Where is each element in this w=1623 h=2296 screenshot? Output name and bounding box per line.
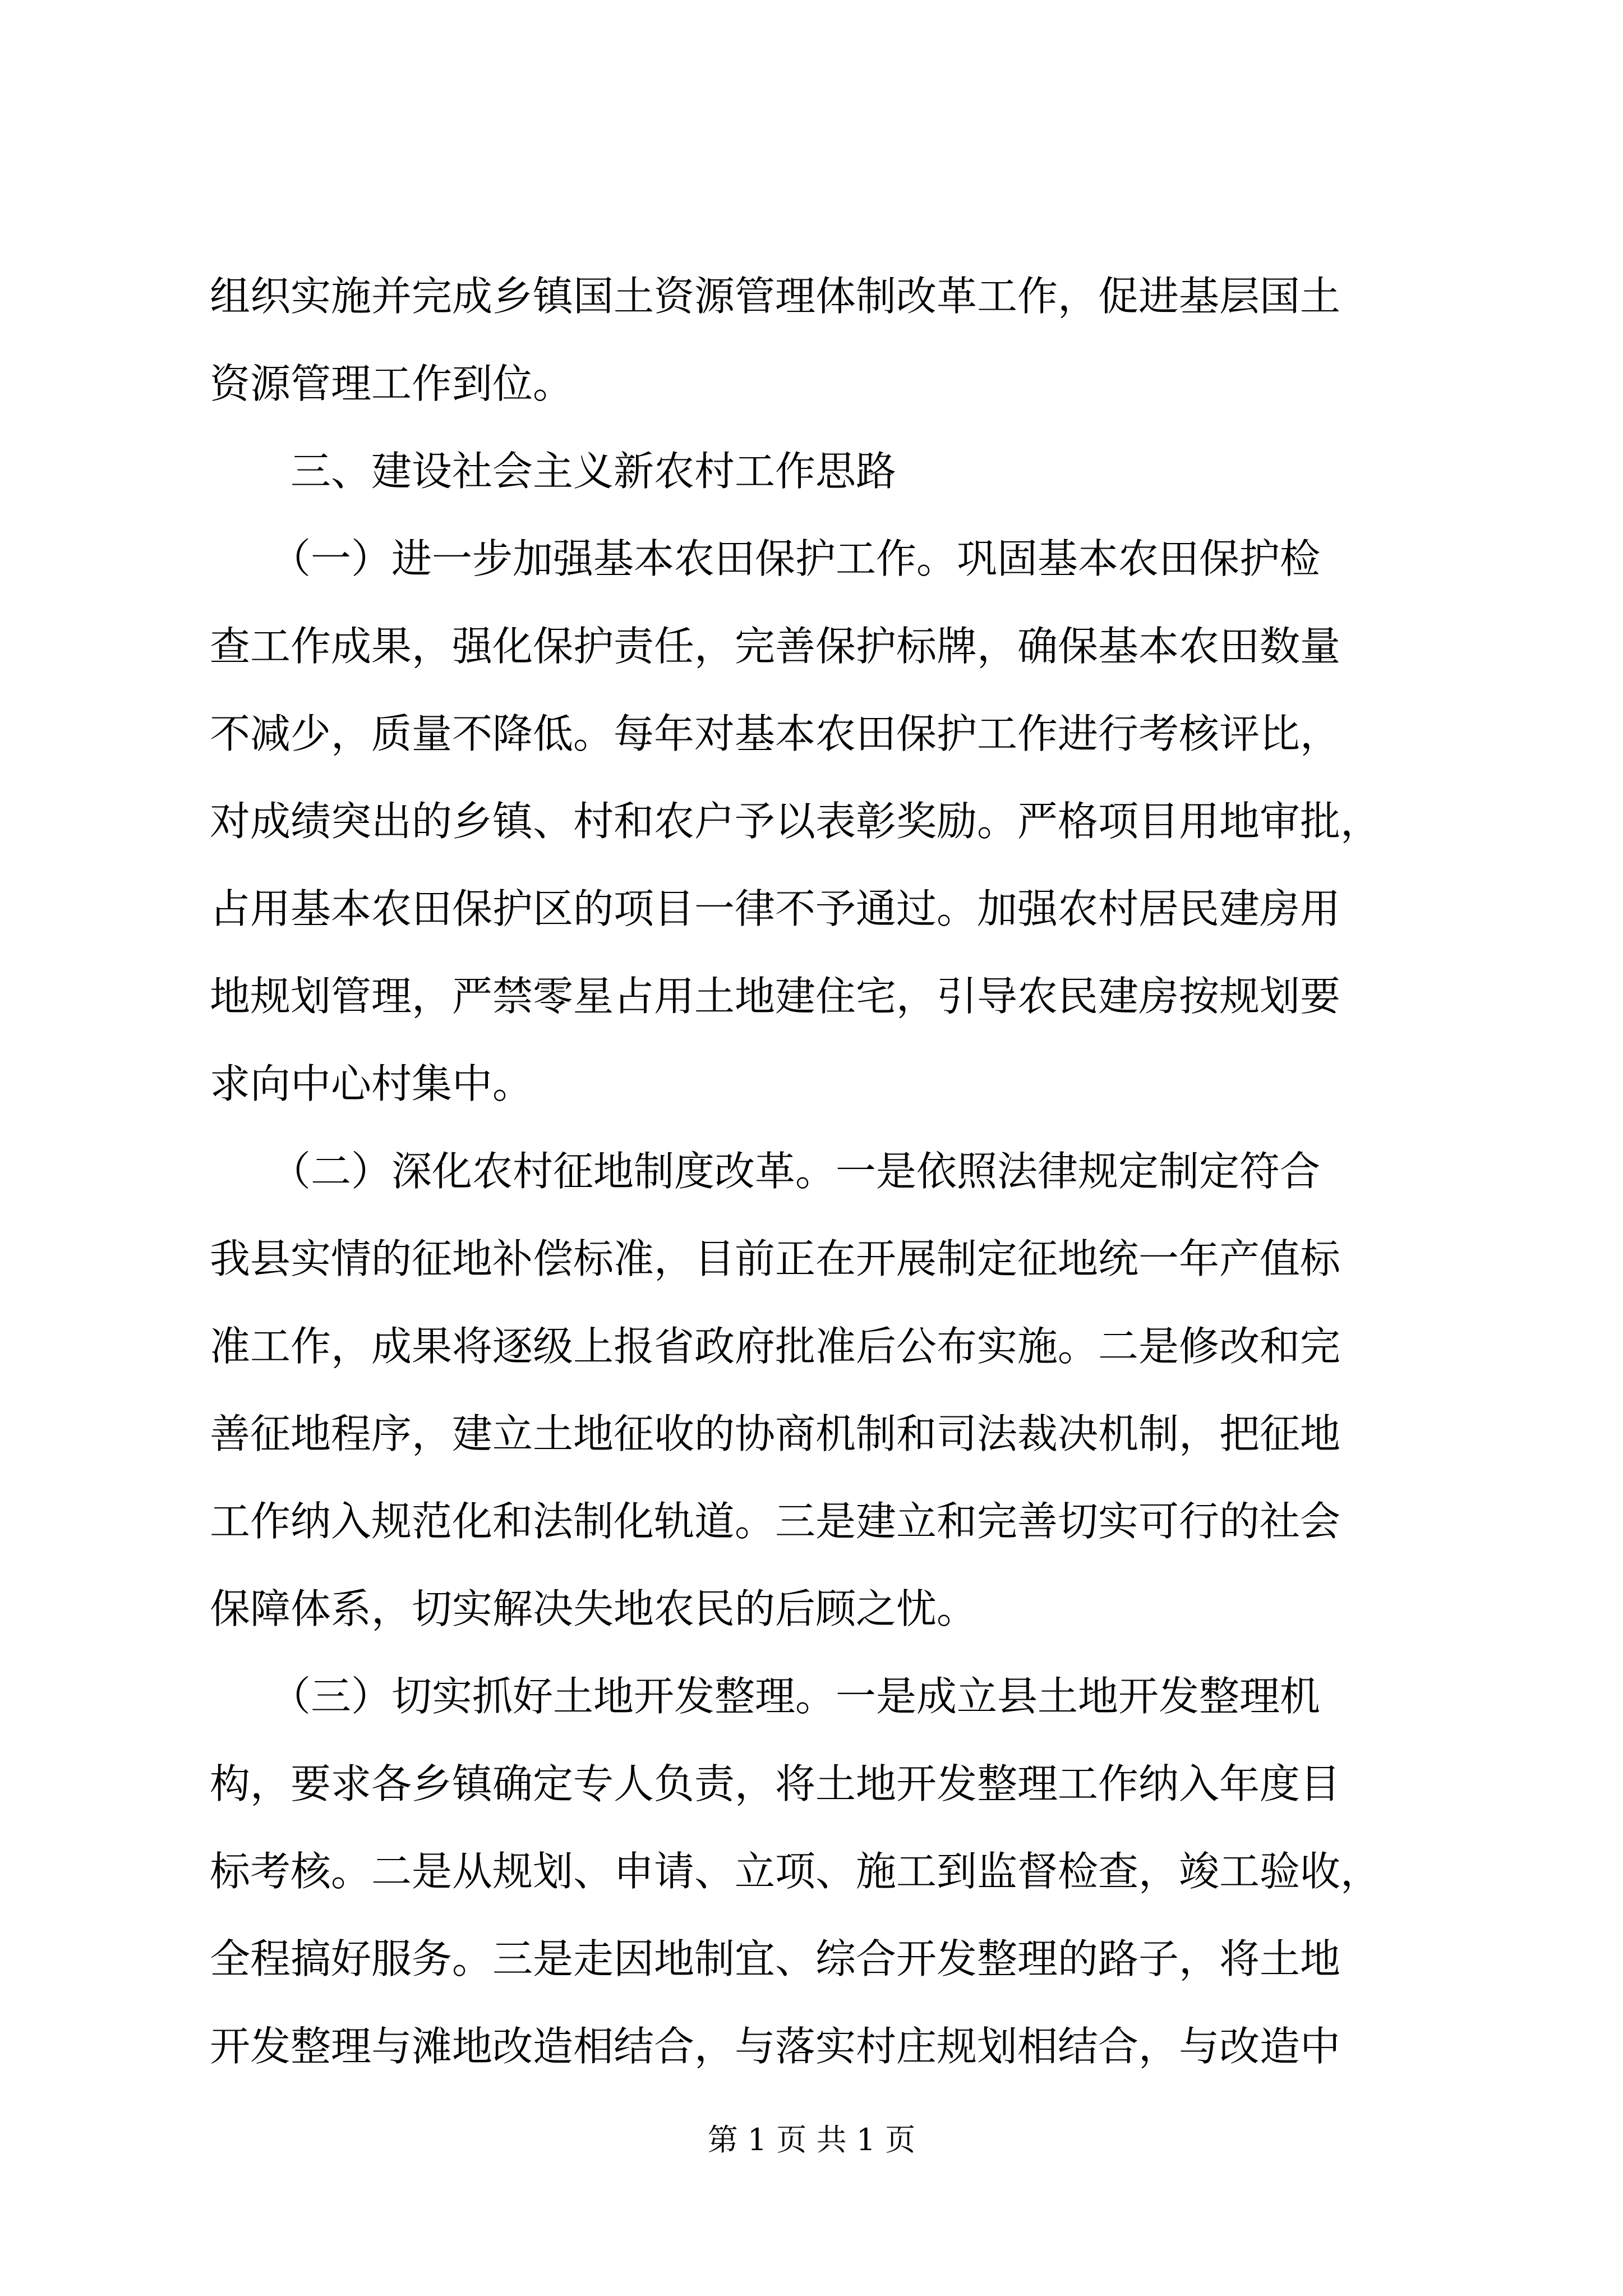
text-line: 善征地程序，建立土地征收的协商机制和司法裁决机制，把征地 [210, 1410, 1341, 1457]
text-line: 标考核。二是从规划、申请、立项、施工到监督检查，竣工验收， [210, 1848, 1381, 1895]
text-line: （三）切实抓好土地开发整理。一是成立县土地开发整理机 [210, 1673, 1321, 1720]
text-line: 开发整理与滩地改造相结合，与落实村庄规划相结合，与改造中 [210, 2023, 1341, 2070]
text-line: 查工作成果，强化保护责任，完善保护标牌，确保基本农田数量 [210, 623, 1341, 670]
text-line: 资源管理工作到位。 [210, 360, 574, 407]
text-line: （二）深化农村征地制度改革。一是依照法律规定制定符合 [210, 1148, 1321, 1195]
text-line: 占用基本农田保护区的项目一律不予通过。加强农村居民建房用 [210, 885, 1341, 932]
text-line: 构，要求各乡镇确定专人负责，将土地开发整理工作纳入年度目 [210, 1760, 1341, 1807]
text-line: 我县实情的征地补偿标准，目前正在开展制定征地统一年产值标 [210, 1235, 1341, 1282]
text-line: 准工作，成果将逐级上报省政府批准后公布实施。二是修改和完 [210, 1323, 1341, 1370]
page-footer: 第 1 页 共 1 页 [707, 2122, 916, 2157]
section-heading: 三、建设社会主义新农村工作思路 [210, 448, 897, 495]
text-line: 保障体系，切实解决失地农民的后顾之忧。 [210, 1585, 978, 1632]
text-line: 地规划管理，严禁零星占用土地建住宅，引导农民建房按规划要 [210, 973, 1341, 1020]
text-line: 工作纳入规范化和法制化轨道。三是建立和完善切实可行的社会 [210, 1498, 1341, 1545]
text-line: （一）进一步加强基本农田保护工作。巩固基本农田保护检 [210, 535, 1321, 582]
document-body [210, 252, 1415, 2090]
text-line: 全程搞好服务。三是走因地制宜、综合开发整理的路子，将土地 [210, 1935, 1341, 1982]
text-line: 组织实施并完成乡镇国土资源管理体制改革工作，促进基层国土 [210, 273, 1341, 320]
text-line: 求向中心村集中。 [210, 1060, 533, 1107]
text-line: 对成绩突出的乡镇、村和农户予以表彰奖励。严格项目用地审批， [210, 798, 1381, 845]
text-line: 不减少，质量不降低。每年对基本农田保护工作进行考核评比， [210, 710, 1341, 757]
